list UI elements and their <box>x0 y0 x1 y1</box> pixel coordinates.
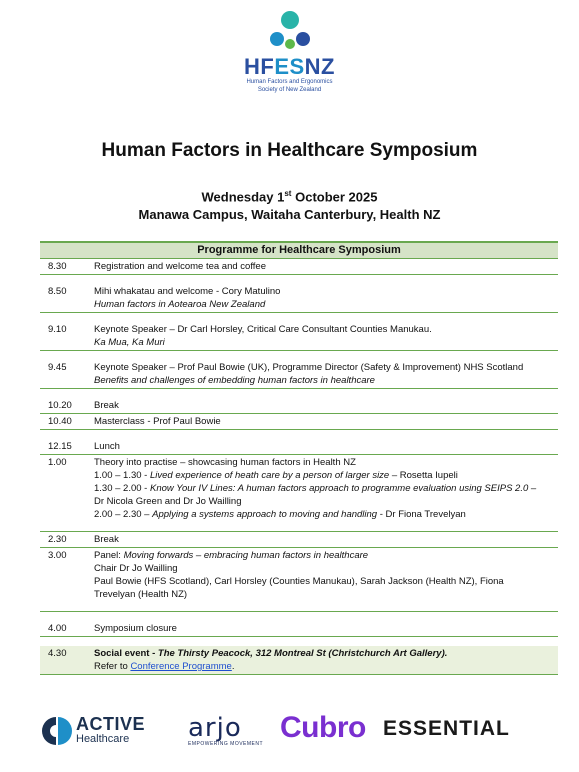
conference-programme-link[interactable]: Conference Programme <box>130 661 232 672</box>
essential-logo: ESSENTIAL <box>383 717 510 740</box>
table-row: 4.30 Social event - The Thirsty Peacock, 312 Montreal St (Christchurch Art Gallery). Refer to Conference Programme. <box>40 646 558 675</box>
active-healthcare-icon <box>40 715 72 747</box>
logo-subtitle: Human Factors and Ergonomics Society of New Zealand <box>246 79 333 93</box>
table-row: 10.20 Break <box>40 398 558 414</box>
table-row: 3.00 Panel: Moving forwards – embracing human factors in healthcare Chair Dr Jo Wailling Paul Bowie (HFS Scotland), Carl Horsley (Counties Manukau), Sarah Jackson (Health NZ), Fiona Trevelyan (Health NZ) <box>48 550 504 600</box>
cubro-logo: Cubro <box>280 711 366 744</box>
event-date-venue <box>0 185 579 224</box>
logo-wordmark: HFESNZ <box>243 54 335 79</box>
table-row: 9.10 Keynote Speaker – Dr Carl Horsley, Critical Care Consultant Counties Manukau. Ka Mua, Ka Muri <box>40 322 558 351</box>
sponsor-logos: ACTIVE Healthcare arjo EMPOWERING MOVEMENT Cubro ESSENTIAL <box>40 713 540 753</box>
table-row: 8.50 Mihi whakatau and welcome - Cory Matulino Human factors in Aotearoa New Zealand <box>40 284 558 313</box>
page-title: Human Factors in Healthcare Symposium <box>101 140 478 161</box>
event-date: Wednesday 1st October 2025 <box>201 189 378 205</box>
table-row: 10.40 Masterclass - Prof Paul Bowie <box>40 414 558 430</box>
hfesnz-logo <box>0 10 579 94</box>
table-row: 4.00 Symposium closure <box>40 621 558 637</box>
hfesnz-logo-icon <box>260 10 320 54</box>
programme-heading: Programme for Healthcare Symposium <box>40 242 558 259</box>
table-row: 2.30 Break <box>40 532 558 548</box>
table-row: 8.30 Registration and welcome tea and coffee <box>40 259 558 275</box>
table-row: 9.45 Keynote Speaker – Prof Paul Bowie (UK), Programme Director (Safety & Improvement) NHS Scotland Benefits and challenges of embedding human factors in healthcare <box>40 360 558 389</box>
table-row: 1.00 Theory into practise – showcasing human factors in Health NZ 1.00 – 1.30 - Lived experience of heath care by a person of larger size – Rosetta Iupeli 1.30 – 2.00 - Know Your IV Lines: A human factors approach to programme evaluation using SEIPS 2.0 – Dr Nicola Green and Dr Jo Wailling 2.00 – 2.30 – Applying a systems approach to moving and handling - Dr Fiona Trevelyan <box>48 457 537 520</box>
table-row: 12.15 Lunch <box>40 439 558 455</box>
programme-table <box>40 241 558 684</box>
arjo-logo: arjo EMPOWERING MOVEMENT <box>188 713 264 747</box>
event-venue: Manawa Campus, Waitaha Canterbury, Health NZ <box>138 207 441 223</box>
